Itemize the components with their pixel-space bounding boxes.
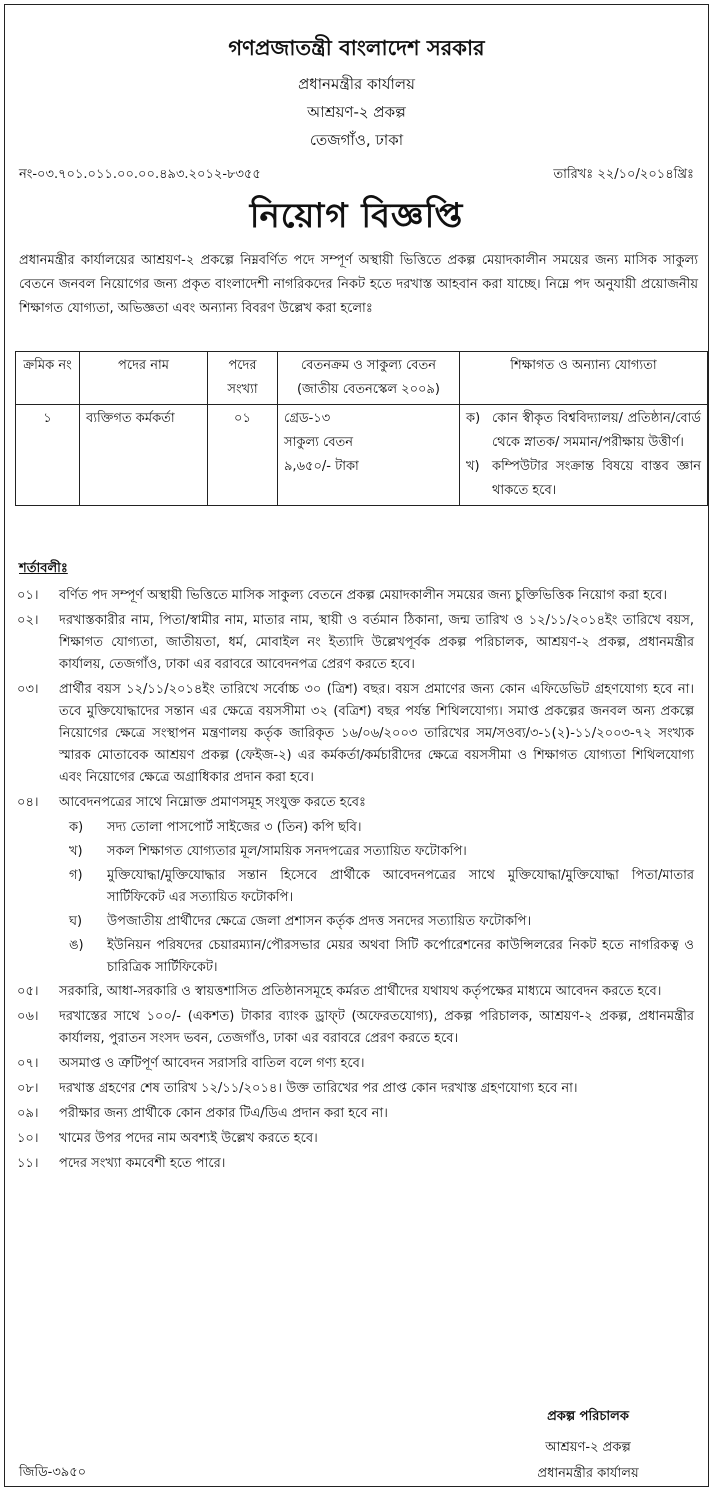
attachment-item <box>69 865 694 909</box>
attachment-mark: ঘ) <box>69 914 83 929</box>
cell-count: ০১ <box>208 405 278 506</box>
office-name: প্রধানমন্ত্রীর কার্যালয় <box>298 75 415 93</box>
qualification-text: কম্পিউটার সংক্রান্ত বিষয়ে বাস্তব জ্ঞান থাকতে হবে। <box>492 459 701 498</box>
term-item <box>17 981 694 1003</box>
term-number: ০৯। <box>17 1106 39 1121</box>
attachment-text: ইউনিয়ন পরিষদের চেয়ারম্যান/পৌরসভার মেয়র অথবা সিটি কর্পোরেশনের কাউন্সিলরের নিকট হতে নাগরিকত্ব ও চারিত্রিক সার্টিফিকেট। <box>107 938 694 975</box>
col-salary: বেতনক্রম ও সাকুল্য বেতন (জাতীয় বেতনস্কেল ২০০৯) <box>278 352 460 405</box>
term-item <box>17 1153 694 1175</box>
term-number: ০৪। <box>17 795 39 810</box>
terms-heading: শর্তাবলীঃ <box>19 561 68 576</box>
term-item <box>17 1006 694 1050</box>
term-item <box>17 585 694 607</box>
term-item <box>17 1128 694 1150</box>
term-number: ০৫। <box>17 984 39 999</box>
signatory-office: প্রধানমন্ত্রীর কার্যালয় <box>537 1465 639 1481</box>
signatory-title: প্রকল্প পরিচালক <box>547 1409 629 1424</box>
terms-list <box>17 585 694 1178</box>
term-text: পরীক্ষার জন্য প্রার্থীকে কোন প্রকার টিএ/ডিএ প্রদান করা হবে না। <box>59 1106 388 1121</box>
col-qualification: শিক্ষাগত ও অন্যান্য যোগ্যতা <box>460 352 708 405</box>
term-number: ১১। <box>17 1156 39 1171</box>
cell-serial: ১ <box>16 405 80 506</box>
cell-qualification <box>460 405 708 506</box>
attachment-text: সকল শিক্ষাগত যোগ্যতার মূল/সাময়িক সনদপত্রের সত্যায়িত ফটোকপি। <box>107 844 467 859</box>
government-title: গণপ্রজাতন্ত্রী বাংলাদেশ সরকার <box>228 36 485 60</box>
posts-table <box>15 351 708 506</box>
attachment-item <box>69 817 694 839</box>
col-serial: ক্রমিক নং <box>16 352 80 405</box>
signature-block <box>508 1407 668 1487</box>
salary-amount: ৯,৬৫০/- টাকা <box>284 459 359 474</box>
attachment-mark: ক) <box>69 820 84 835</box>
term-text: সরকারি, আধা-সরকারি ও স্বায়ত্তশাসিত প্রতিষ্ঠানসমূহে কর্মরত প্রার্থীদের যথাযথ কর্তৃপক্ষের মাধ্যমে আবেদন করতে হবে। <box>59 984 662 999</box>
qualification-text: কোন স্বীকৃত বিশ্ববিদ্যালয়/ প্রতিষ্ঠান/বোর্ড থেকে স্নাতক/ সমমান/পরীক্ষায় উত্তীর্ণ। <box>492 411 701 450</box>
term-item <box>17 1078 694 1100</box>
notice-title: নিয়োগ বিজ্ঞপ্তি <box>249 196 464 236</box>
term-text: অসমাপ্ত ও ত্রুটিপূর্ণ আবেদন সরাসরি বাতিল বলে গণ্য হবে। <box>59 1056 365 1071</box>
term-number: ০৮। <box>17 1081 39 1096</box>
table-row <box>16 405 708 506</box>
attachment-text: মুক্তিযোদ্ধা/মুক্তিযোদ্ধার সন্তান হিসেবে প্রার্থীকে আবেদনপত্রের সাথে মুক্তিযোদ্ধা/মুক্তিযোদ্ধা পিতা/মাতার সার্টিফিকেট এর সত্যায়িত ফটোকপি। <box>107 868 694 905</box>
attachment-mark: গ) <box>69 868 83 883</box>
attachment-mark: খ) <box>69 844 83 859</box>
term-text: খামের উপর পদের নাম অবশ্যই উল্লেখ করতে হবে। <box>59 1131 318 1146</box>
table-header-row <box>16 352 708 405</box>
term-number: ১০। <box>17 1131 39 1146</box>
signatory-project: আশ্রয়ণ-২ প্রকল্প <box>545 1439 631 1455</box>
cell-salary <box>278 405 460 506</box>
qualification-mark: ক) <box>466 411 481 426</box>
term-number: ০২। <box>17 613 39 628</box>
term-text: দরখাস্তের সাথে ১০০/- (একশত) টাকার ব্যাংক ড্রাফ্‌ট (অফেরতযোগ্য), প্রকল্প পরিচালক, আশ্রয়ণ-২ প্রকল্প, প্রধানমন্ত্রীর কার্যালয়, পুরাতন সংসদ ভবন, তেজগাঁও, ঢাকা এর বরাবরে প্রেরণ করতে হবে। <box>59 1009 694 1046</box>
cell-post: ব্যক্তিগত কর্মকর্তা <box>80 405 208 506</box>
term-number: ০৬। <box>17 1009 39 1024</box>
notice-page <box>4 4 709 1487</box>
memo-number: নং-০৩.৭০১.০১১.০০.০০.৪৯৩.২০১২-৮৩৫৫ <box>19 167 261 182</box>
term-number: ০৩। <box>17 682 39 697</box>
term-item <box>17 610 694 676</box>
qualification-item <box>466 455 701 503</box>
col-count: পদের সংখ্যা <box>208 352 278 405</box>
gd-number: জিডি-৩৯৫০ <box>19 1465 87 1480</box>
term-text: বর্ণিত পদ সম্পূর্ণ অস্থায়ী ভিত্তিতে মাসিক সাকুল্য বেতনে প্রকল্প মেয়াদকালীন সময়ের জন্য চুক্তিভিত্তিক নিয়োগ করা হবে। <box>59 588 668 603</box>
attachment-item <box>69 841 694 863</box>
qualification-item <box>466 407 701 455</box>
term-item <box>17 1053 694 1075</box>
col-post: পদের নাম <box>80 352 208 405</box>
salary-label: সাকুল্য বেতন <box>284 435 354 450</box>
qualification-mark: খ) <box>466 459 480 474</box>
term-text: পদের সংখ্যা কমবেশী হতে পারে। <box>59 1156 226 1171</box>
attachment-text: সদ্য তোলা পাসপোর্ট সাইজের ৩ (তিন) কপি ছবি। <box>107 820 362 835</box>
project-name: আশ্রয়ণ-২ প্রকল্প <box>307 103 406 121</box>
salary-grade: গ্রেড-১৩ <box>284 411 331 426</box>
attachment-item <box>69 911 694 933</box>
office-address: তেজগাঁও, ঢাকা <box>309 131 404 149</box>
intro-paragraph: প্রধানমন্ত্রীর কার্যালয়ের আশ্রয়ণ-২ প্রকল্পে নিম্নবর্ণিত পদে সম্পূর্ণ অস্থায়ী ভিত্তিতে প্রকল্প মেয়াদকালীন সময়ের জন্য মাসিক সাকুল্য বেতনে জনবল নিয়োগের জন্য প্রকৃত বাংলাদেশী নাগরিকদের নিকট হতে দরখাস্ত আহবান করা যাচ্ছে। নিম্নে পদ অনুযায়ী প্রয়োজনীয় শিক্ষাগত যোগ্যতা, অভিজ্ঞতা এবং অন্যান্য বিবরণ উল্লেখ করা হলোঃ <box>19 253 698 316</box>
term-text: দরখাস্ত গ্রহণের শেষ তারিখ ১২/১১/২০১৪। উক্ত তারিখের পর প্রাপ্ত কোন দরখাস্ত গ্রহণযোগ্য হবে না। <box>59 1081 578 1096</box>
term-item <box>17 679 694 789</box>
term-number: ০১। <box>17 588 39 603</box>
term-text: প্রার্থীর বয়স ১২/১১/২০১৪ইং তারিখে সর্বোচ্চ ৩০ (ত্রিশ) বছর। বয়স প্রমাণের জন্য কোন এফিডেভিট গ্রহণযোগ্য হবে না। তবে মুক্তিযোদ্ধাদের সন্তান এর ক্ষেত্রে বয়সসীমা ৩২ (বত্রিশ) বছর পর্যন্ত শিথিলযোগ্য। সমাপ্ত প্রকল্পের জনবল অন্য প্রকল্পে নিয়োগের ক্ষেত্রে সংস্থাপন মন্ত্রণালয় কর্তৃক জারিকৃত ১৬/০৬/২০০৩ তারিখের সম/সওব্য/৩-১(২)-১১/২০০৩-৭২ সংখ্যক স্মারক মোতাবেক আশ্রয়ণ প্রকল্প (ফেইজ-২) এর কর্মকর্তা/কর্মচারীদের ক্ষেত্রে বয়সসীমা ও শিক্ষাগত যোগ্যতা শিথিলযোগ্য এবং নিয়োগের ক্ষেত্রে অগ্রাধিকার প্রদান করা হবে। <box>59 682 694 785</box>
term-item <box>17 792 694 814</box>
term-text: দরখাস্তকারীর নাম, পিতা/স্বামীর নাম, মাতার নাম, স্থায়ী ও বর্তমান ঠিকানা, জন্ম তারিখ ও ১২/১১/২০১৪ইং তারিখে বয়স, শিক্ষাগত যোগ্যতা, জাতীয়তা, ধর্ম, মোবাইল নং ইত্যাদি উল্লেখপূর্বক প্রকল্প পরিচালক, আশ্রয়ণ-২ প্রকল্প, প্রধানমন্ত্রীর কার্যালয়, তেজগাঁও, ঢাকা এর বরাবরে আবেদনপত্র প্রেরণ করতে হবে। <box>59 613 694 672</box>
term-item <box>17 1103 694 1125</box>
term-text: আবেদনপত্রের সাথে নিম্নোক্ত প্রমাণসমূহ সংযুক্ত করতে হবেঃ <box>59 795 366 810</box>
notice-date: তারিখঃ ২২/১০/২০১৪খ্রিঃ <box>553 167 694 182</box>
attachment-item <box>69 935 694 979</box>
term-number: ০৭। <box>17 1056 39 1071</box>
attachment-text: উপজাতীয় প্রার্থীদের ক্ষেত্রে জেলা প্রশাসন কর্তৃক প্রদত্ত সনদের সত্যায়িত ফটোকপি। <box>107 914 532 929</box>
attachment-mark: ঙ) <box>69 938 84 953</box>
